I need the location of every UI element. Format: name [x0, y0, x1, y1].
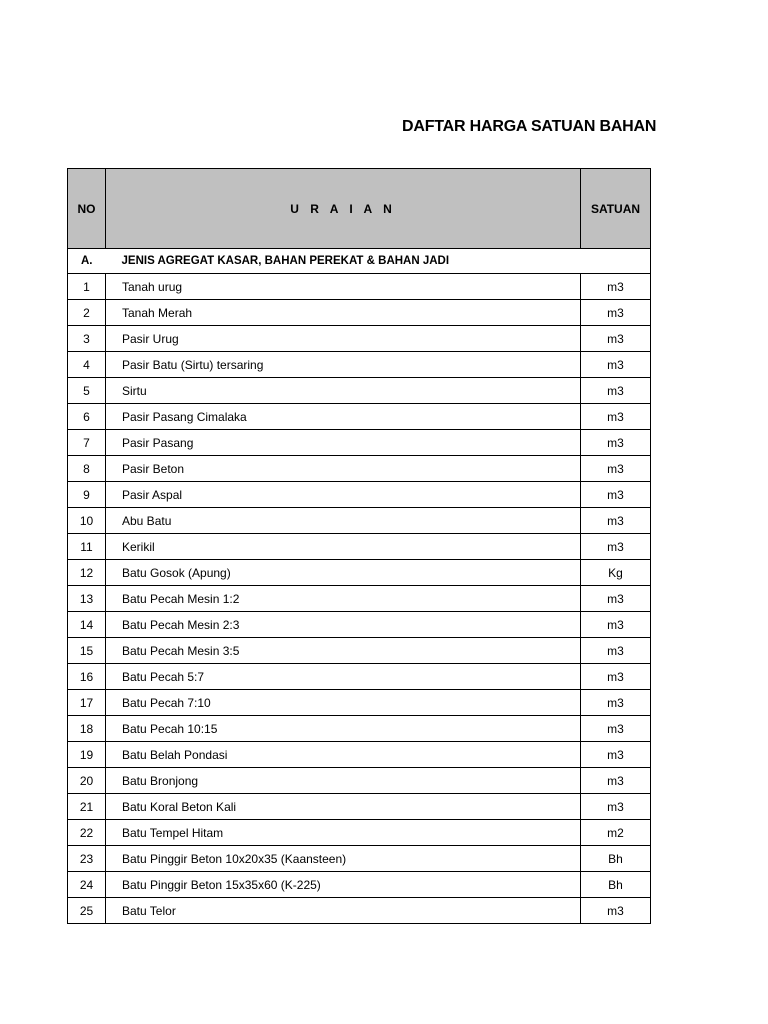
row-satuan: m3	[581, 300, 651, 326]
row-satuan: m3	[581, 612, 651, 638]
row-no: 17	[68, 690, 106, 716]
row-satuan: m3	[581, 430, 651, 456]
row-satuan: m3	[581, 508, 651, 534]
row-satuan: m3	[581, 716, 651, 742]
section-row	[68, 249, 651, 274]
table-row	[68, 586, 651, 612]
row-uraian: Batu Pecah Mesin 3:5	[106, 638, 581, 664]
table-row	[68, 560, 651, 586]
table-row	[68, 794, 651, 820]
row-no: 2	[68, 300, 106, 326]
row-satuan: m3	[581, 638, 651, 664]
section-blank-cell	[581, 249, 651, 274]
row-no: 18	[68, 716, 106, 742]
row-uraian: Batu Pecah 10:15	[106, 716, 581, 742]
row-uraian: Batu Pecah 5:7	[106, 664, 581, 690]
row-uraian: Abu Batu	[106, 508, 581, 534]
row-satuan: m3	[581, 352, 651, 378]
row-no: 25	[68, 898, 106, 924]
row-satuan: m3	[581, 586, 651, 612]
table-header-row	[68, 169, 651, 249]
table-row	[68, 508, 651, 534]
table-row	[68, 638, 651, 664]
row-satuan: m3	[581, 742, 651, 768]
row-no: 1	[68, 274, 106, 300]
row-uraian: Batu Pecah Mesin 2:3	[106, 612, 581, 638]
table-row	[68, 326, 651, 352]
table-row	[68, 690, 651, 716]
row-no: 24	[68, 872, 106, 898]
row-no: 14	[68, 612, 106, 638]
row-no: 21	[68, 794, 106, 820]
row-no: 23	[68, 846, 106, 872]
table-row	[68, 482, 651, 508]
row-satuan: m2	[581, 820, 651, 846]
row-uraian: Kerikil	[106, 534, 581, 560]
row-no: 7	[68, 430, 106, 456]
row-uraian: Pasir Aspal	[106, 482, 581, 508]
row-uraian: Batu Telor	[106, 898, 581, 924]
row-no: 9	[68, 482, 106, 508]
table-row	[68, 274, 651, 300]
table-row	[68, 352, 651, 378]
table-row	[68, 404, 651, 430]
row-no: 19	[68, 742, 106, 768]
row-satuan: m3	[581, 898, 651, 924]
table-row	[68, 742, 651, 768]
row-no: 3	[68, 326, 106, 352]
row-no: 11	[68, 534, 106, 560]
row-satuan: m3	[581, 794, 651, 820]
table-body	[68, 249, 651, 924]
row-uraian: Batu Pinggir Beton 10x20x35 (Kaansteen)	[106, 846, 581, 872]
header-uraian: U R A I A N	[106, 169, 581, 249]
table-row	[68, 300, 651, 326]
row-satuan: Bh	[581, 872, 651, 898]
row-no: 13	[68, 586, 106, 612]
table-row	[68, 456, 651, 482]
row-uraian: Batu Tempel Hitam	[106, 820, 581, 846]
section-title: JENIS AGREGAT KASAR, BAHAN PEREKAT & BAHAN JADI	[106, 249, 581, 274]
row-uraian: Pasir Beton	[106, 456, 581, 482]
header-satuan: SATUAN	[581, 169, 651, 249]
row-uraian: Tanah Merah	[106, 300, 581, 326]
row-uraian: Pasir Batu (Sirtu) tersaring	[106, 352, 581, 378]
row-uraian: Batu Bronjong	[106, 768, 581, 794]
row-uraian: Batu Pecah 7:10	[106, 690, 581, 716]
table-row	[68, 534, 651, 560]
row-no: 10	[68, 508, 106, 534]
table-row	[68, 846, 651, 872]
row-no: 20	[68, 768, 106, 794]
row-uraian: Pasir Pasang Cimalaka	[106, 404, 581, 430]
table-row	[68, 872, 651, 898]
table-row	[68, 768, 651, 794]
row-uraian: Batu Belah Pondasi	[106, 742, 581, 768]
row-uraian: Batu Koral Beton Kali	[106, 794, 581, 820]
table-row	[68, 664, 651, 690]
row-satuan: m3	[581, 456, 651, 482]
row-no: 12	[68, 560, 106, 586]
row-uraian: Pasir Urug	[106, 326, 581, 352]
table-row	[68, 820, 651, 846]
row-satuan: m3	[581, 664, 651, 690]
table-row	[68, 716, 651, 742]
price-table	[67, 168, 651, 924]
row-uraian: Pasir Pasang	[106, 430, 581, 456]
row-satuan: Bh	[581, 846, 651, 872]
row-satuan: m3	[581, 768, 651, 794]
row-no: 5	[68, 378, 106, 404]
row-satuan: m3	[581, 534, 651, 560]
section-code: A.	[68, 249, 106, 274]
row-satuan: Kg	[581, 560, 651, 586]
row-no: 4	[68, 352, 106, 378]
row-satuan: m3	[581, 482, 651, 508]
row-no: 6	[68, 404, 106, 430]
table-row	[68, 898, 651, 924]
row-satuan: m3	[581, 326, 651, 352]
row-satuan: m3	[581, 690, 651, 716]
row-satuan: m3	[581, 274, 651, 300]
row-uraian: Tanah urug	[106, 274, 581, 300]
row-no: 15	[68, 638, 106, 664]
row-no: 16	[68, 664, 106, 690]
table-row	[68, 378, 651, 404]
row-uraian: Batu Gosok (Apung)	[106, 560, 581, 586]
table-row	[68, 612, 651, 638]
row-uraian: Sirtu	[106, 378, 581, 404]
row-no: 8	[68, 456, 106, 482]
document-title: DAFTAR HARGA SATUAN BAHAN	[402, 118, 657, 135]
row-no: 22	[68, 820, 106, 846]
row-uraian: Batu Pecah Mesin 1:2	[106, 586, 581, 612]
table-row	[68, 430, 651, 456]
row-uraian: Batu Pinggir Beton 15x35x60 (K-225)	[106, 872, 581, 898]
row-satuan: m3	[581, 404, 651, 430]
row-satuan: m3	[581, 378, 651, 404]
header-no: NO	[68, 169, 106, 249]
